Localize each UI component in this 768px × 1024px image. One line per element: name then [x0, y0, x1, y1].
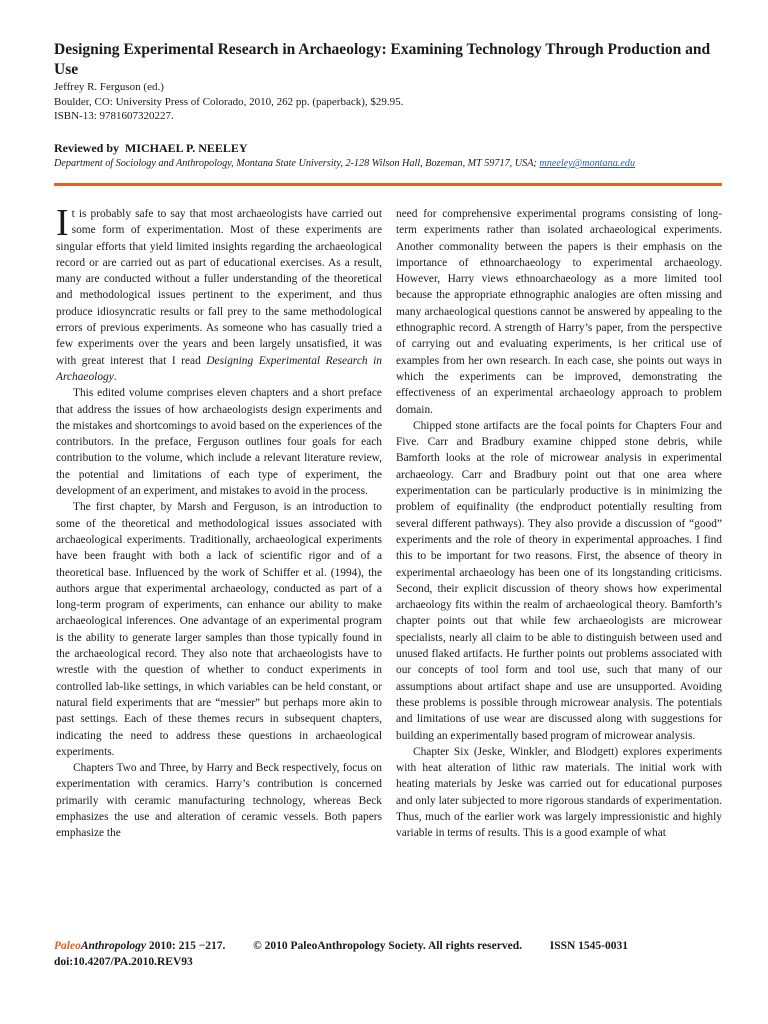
paragraph-1-text: t is probably safe to say that most archaeologists have carried out some form of experimentation. Most of these experiments are singular efforts that yield limited insights regarding the archaeological record or are carried out as part of educational exercises. As a result, many are conducted without a fuller understanding of the theoretical and methodological issues pertinent to the experiment, and thus produce idiosyncratic results or fall prey to the same methodological errors of previous experiments. As someone who has casually tried a few experiments over the years and been largely unsatisfied, it was with great interest that I read — [56, 208, 382, 367]
paragraph-3: The first chapter, by Marsh and Ferguson, is an introduction to some of the theoretical and methodological issues associated with archaeological experiments. Traditionally, archaeological experiments have been fraught with both a lack of scientific rigor and of a theoretical base. Influenced by the work of Schiffer et al. (1994), the authors argue that experimental archaeology, conducted as part of a long-term program of experiments, can enhance our ability to make archaeological inferences. One advantage of an experimental program is the ability to generate larger samples than those typically found in the archaeological record. They also note that archaeologists have to wrestle with the question of whether to conduct experiments in controlled lab-like settings, in which variables can be held constant, or natural field experiments that are “messier” but perhaps more akin to past settings. Each of these themes recurs in subsequent chapters, indicating the need to address these questions in archaeological experiments. — [56, 501, 382, 758]
book-publication: Boulder, CO: University Press of Colorado, 2010, 262 pp. (paperback), $29.95. — [54, 95, 404, 108]
page-footer — [54, 938, 734, 970]
footer-issn: ISSN 1545-0031 — [549, 940, 629, 952]
footer-line-1 — [54, 938, 734, 954]
book-isbn: ISBN-13: 9781607320227. — [54, 110, 174, 122]
reviewer-line — [54, 141, 248, 156]
reviewer-email-link[interactable]: mneeley@montana.edu — [539, 158, 636, 169]
left-column — [56, 202, 382, 842]
book-title: Designing Experimental Research in Archaeology: Examining Technology Through Production and Use — [54, 41, 711, 78]
footer-copyright: © 2010 PaleoAnthropology Society. All rights reserved. — [253, 940, 522, 952]
brand-anthropology: Anthropology — [80, 940, 147, 952]
paragraph-4: Chapters Two and Three, by Harry and Beck respectively, focus on experimentation with ceramics. Harry’s contribution is concerned primarily with ceramic manufacturing technology, whereas Beck emphasizes the use and alteration of ceramic vessels. Both papers emphasize the — [56, 762, 382, 840]
reviewer-name: MICHAEL P. NEELEY — [125, 141, 248, 155]
affiliation-text: Department of Sociology and Anthropology, Montana State University, 2-128 Wilson Hall, Bozeman, MT 59717, USA; — [54, 158, 537, 169]
right-column — [396, 206, 722, 842]
paragraph-6: Chipped stone artifacts are the focal points for Chapters Four and Five. Carr and Bradbury examine chipped stone debris, while Bamforth looks at the role of microwear analysis in experimental archaeology. Carr and Bradbury point out that one area where experimentation can be particularly productive is in minimizing the problem of equifinality (the endproduct potentially resulting from several different pathways). They also provide a discussion of “good” experiments and the role of theory in experimental approaches. I find this to be important for two reasons. First, the absence of theory in experimental archaeology has been one of its longstanding criticisms. Second, their explicit discussion of theory shows how experimental archaeology fits within the realm of archaeological theory. Bamforth’s chapter points out that while few archaeologists are microwear specialists, nearly all claim to be able to distinguish between used and unused flaked artifacts. He further points out problems associated with our concepts of tool form and tool use, such that many of our assumptions about artifact shape and use are unsupported. Avoiding these problems is possible through microwear analysis. The potentials and limitations of use wear are discussed along with suggestions for building an experimentally based program of microwear analysis. — [396, 419, 722, 742]
footer-pages: 2010: 215 −217. — [148, 940, 226, 952]
paragraph-1 — [56, 202, 382, 385]
brand-paleo: Paleo — [54, 940, 81, 952]
journal-brand — [54, 940, 146, 952]
book-editor: Jeffrey R. Ferguson (ed.) — [54, 81, 164, 93]
header-divider — [54, 183, 722, 186]
book-title-italic: Designing Experimental Research in Archaeology — [56, 354, 382, 383]
drop-cap: I — [56, 202, 69, 244]
paragraph-7: Chapter Six (Jeske, Winkler, and Blodgett) explores experiments with heat alteration of lithic raw materials. The initial work with heating materials by Jeske was carried out for educational purposes and only later subjected to more rigorous standards of experimentation. Thus, much of the earlier work was largely impressionistic and highly variable in terms of results. This is a good example of what — [396, 745, 722, 840]
paragraph-1-end: . — [113, 370, 117, 383]
article-header — [54, 40, 722, 124]
reviewer-prefix: Reviewed by — [54, 141, 119, 155]
paragraph-2: This edited volume comprises eleven chapters and a short preface that address the issues of how archaeologists design experiments and the mistakes and shortcomings to avoid based on the experiences of the contributors. In the preface, Ferguson outlines four goals for each contribution to the volume, which include a relevant literature review, the potential and limitations of each type of experiment, the development of an experiment, and mistakes to avoid in the process. — [56, 387, 382, 498]
reviewer-affiliation — [54, 158, 734, 169]
footer-doi: doi:10.4207/PA.2010.REV93 — [54, 956, 193, 968]
paragraph-5: need for comprehensive experimental programs consisting of long-term experiments rather than isolated archaeological experiments. Another commonality between the papers is their emphasis on the importance of ethnoarchaeology to experimental archaeology. However, Harry views ethnoarchaeology as a more limited tool because the appropriate ethnographic analogies are often missing and many archaeological questions cannot be answered by appealing to the ethnographic record. A strength of Harry’s paper, from the perspective of carrying out and evaluating experiments, is her critical use of examples from her own research. In each case, she points out ways in which the experiments can be improved, demonstrating the effectiveness of an experimental archaeology approach to problem domain. — [396, 208, 722, 416]
